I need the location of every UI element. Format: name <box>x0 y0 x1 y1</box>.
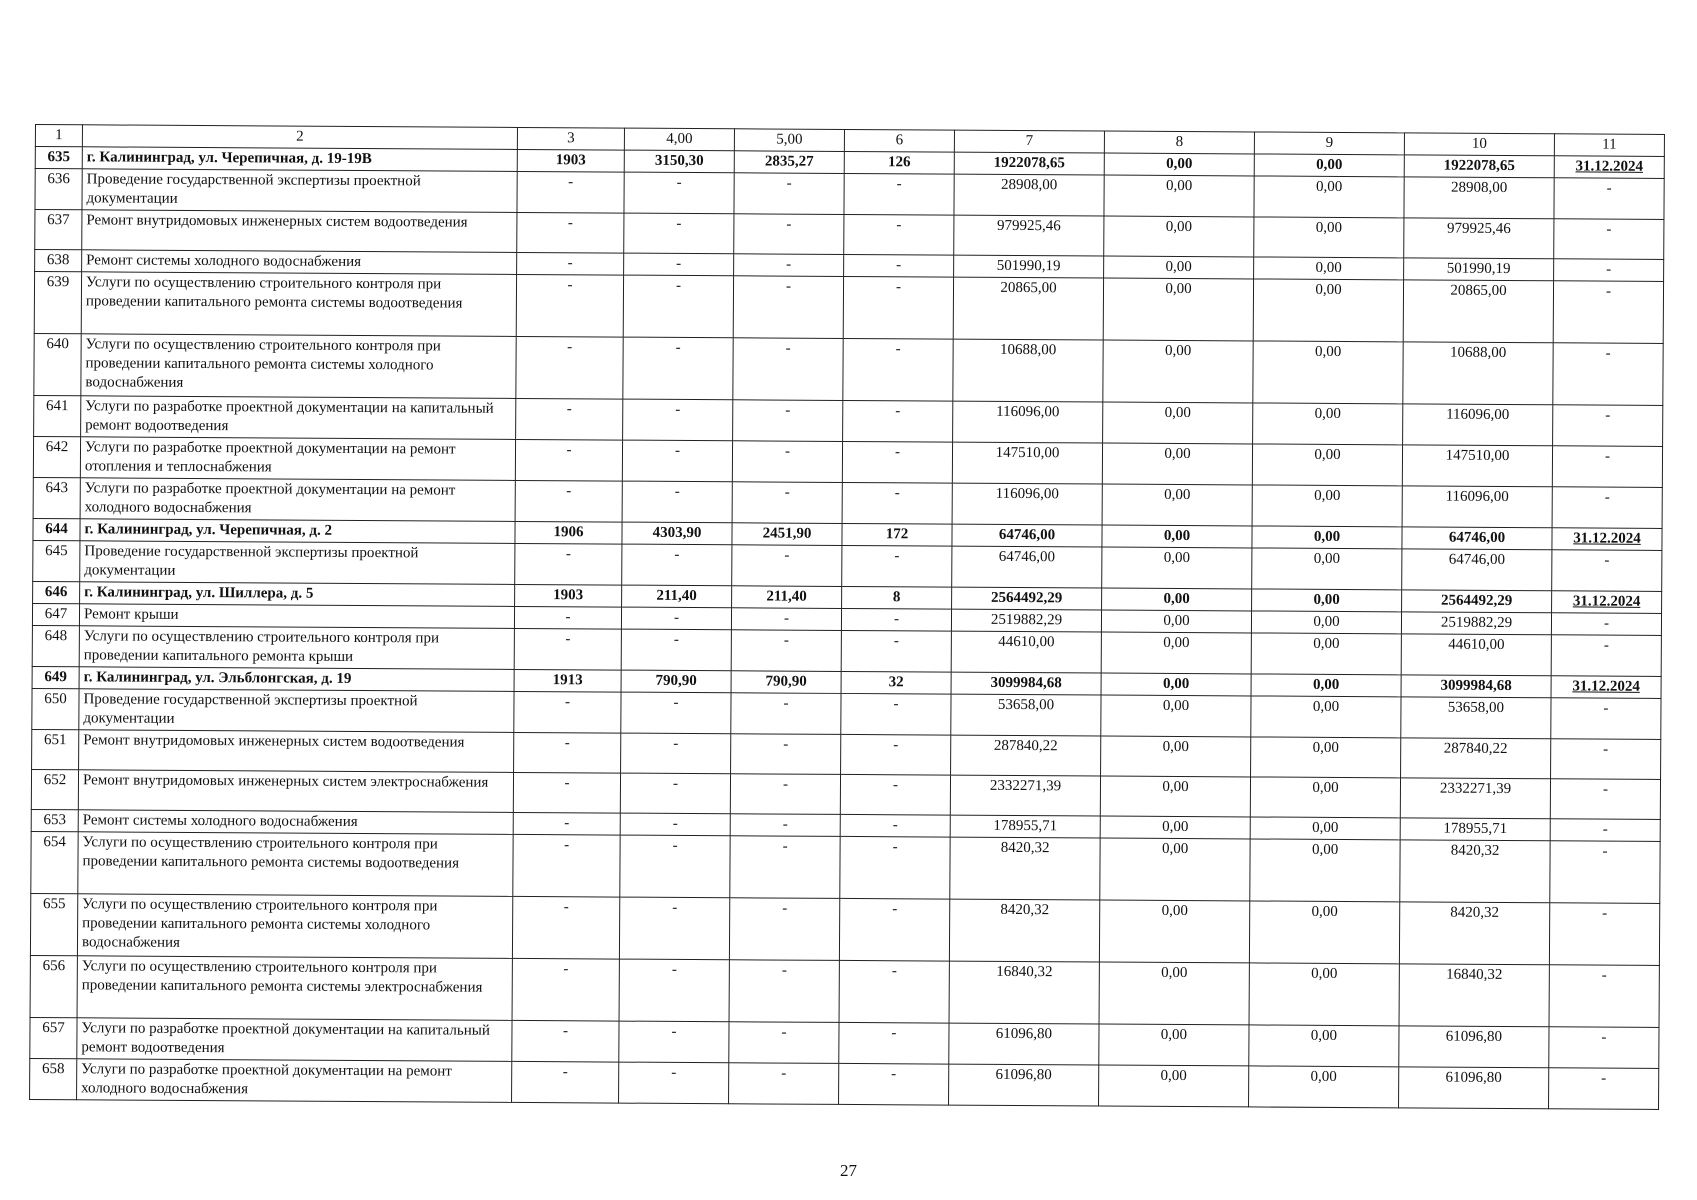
year-cell: - <box>513 834 620 897</box>
deadline-cell: - <box>1549 903 1659 966</box>
cost-col10-cell: 8420,32 <box>1399 902 1549 965</box>
cost-col9-cell: 0,00 <box>1254 176 1404 218</box>
cost-col8-cell: 0,00 <box>1102 484 1252 526</box>
work-name-cell: Услуги по осуществлению строительного контроля при проведении капитального ремонта системы электроснабжения <box>77 956 512 1021</box>
cost-total-cell: 20865,00 <box>953 277 1103 340</box>
work-name-cell: Ремонт системы холодного водоснабжения <box>78 810 513 835</box>
deadline-cell: - <box>1551 739 1661 780</box>
area-living-cell: - <box>729 960 839 1023</box>
cost-total-cell: 64746,00 <box>952 524 1102 547</box>
work-name-cell: Ремонт внутридомовых инженерных систем водоотведения <box>79 730 514 773</box>
residents-cell: - <box>840 836 950 899</box>
work-item-row <box>34 272 1663 344</box>
area-living-cell: - <box>729 1063 839 1105</box>
deadline-cell: - <box>1550 779 1660 820</box>
year-cell: - <box>512 1061 619 1103</box>
area-total-cell: 790,90 <box>621 670 731 693</box>
residents-cell: - <box>841 734 951 775</box>
area-living-cell: - <box>732 482 842 524</box>
header-cell: 4,00 <box>624 128 734 151</box>
cost-col9-cell: 0,00 <box>1254 257 1404 280</box>
area-total-cell: - <box>619 1062 729 1104</box>
residents-cell: - <box>841 693 951 735</box>
row-number-cell: 640 <box>34 333 81 395</box>
deadline-cell: - <box>1554 219 1664 260</box>
residents-cell: - <box>839 1063 949 1105</box>
area-total-cell: - <box>619 897 729 960</box>
cost-col9-cell: 0,00 <box>1253 279 1403 342</box>
area-living-cell: - <box>733 276 843 339</box>
cost-total-cell: 2332271,39 <box>950 775 1100 816</box>
area-total-cell: - <box>621 733 731 774</box>
header-cell: 7 <box>954 130 1104 153</box>
row-number-cell: 644 <box>33 518 80 540</box>
cost-total-cell: 979925,46 <box>954 215 1104 256</box>
cost-col9-cell: 0,00 <box>1252 589 1402 612</box>
cost-col10-cell: 147510,00 <box>1402 445 1552 487</box>
deadline-cell: - <box>1549 1027 1659 1069</box>
cost-col8-cell: 0,00 <box>1100 816 1250 839</box>
residents-cell: - <box>840 814 950 837</box>
work-item-row <box>31 831 1660 903</box>
cost-col9-cell: 0,00 <box>1253 341 1403 404</box>
header-cell: 5,00 <box>734 129 844 152</box>
cost-col10-cell: 61096,80 <box>1399 1026 1549 1068</box>
header-cell: 9 <box>1254 132 1404 155</box>
cost-col9-cell: 0,00 <box>1249 1025 1399 1067</box>
area-total-cell: - <box>624 253 734 276</box>
residents-cell: - <box>843 276 953 339</box>
area-living-cell: - <box>731 734 841 775</box>
cost-col8-cell: 0,00 <box>1103 340 1253 403</box>
header-cell: 1 <box>35 125 82 147</box>
cost-col10-cell: 2564492,29 <box>1402 590 1552 613</box>
deadline-cell: 31.12.2024 <box>1554 156 1664 179</box>
year-cell: - <box>514 606 621 629</box>
cost-col10-cell: 2332271,39 <box>1400 778 1550 819</box>
work-name-cell: Ремонт внутридомовых инженерных систем водоотведения <box>82 210 517 253</box>
area-total-cell: 3150,30 <box>624 150 734 173</box>
area-total-cell: - <box>619 959 729 1022</box>
area-living-cell: - <box>729 898 839 961</box>
deadline-cell: 31.12.2024 <box>1552 528 1662 551</box>
work-name-cell: Услуги по осуществлению строительного контроля при проведении капитального ремонта системы водоотведения <box>78 832 513 897</box>
year-cell: 1913 <box>514 669 621 692</box>
cost-col9-cell: 0,00 <box>1250 777 1400 818</box>
year-cell: - <box>514 691 621 733</box>
year-cell: - <box>512 958 619 1021</box>
cost-total-cell: 287840,22 <box>951 735 1101 776</box>
area-total-cell: - <box>623 399 733 441</box>
row-number-cell: 642 <box>33 436 80 477</box>
cost-col8-cell: 0,00 <box>1103 402 1253 444</box>
work-name-cell: г. Калининград, ул. Черепичная, д. 19-19В <box>82 147 517 172</box>
row-number-cell: 637 <box>35 210 82 250</box>
work-name-cell: Проведение государственной экспертизы проектной документации <box>79 689 514 733</box>
residents-cell: - <box>842 482 952 524</box>
year-cell: - <box>517 212 624 253</box>
cost-col10-cell: 501990,19 <box>1404 258 1554 281</box>
cost-col9-cell: 0,00 <box>1249 963 1399 1026</box>
area-living-cell: - <box>730 814 840 837</box>
cost-col9-cell: 0,00 <box>1251 674 1401 697</box>
year-cell: 1906 <box>515 521 622 544</box>
year-cell: - <box>514 628 621 670</box>
cost-col9-cell: 0,00 <box>1252 485 1402 527</box>
deadline-cell: - <box>1554 178 1664 220</box>
deadline-cell: - <box>1549 1068 1659 1110</box>
work-name-cell: Услуги по разработке проектной документации на капитальный ремонт водоотведения <box>77 1018 512 1062</box>
work-name-cell: Услуги по осуществлению строительного контроля при проведении капитального ремонта системы холодного водоснабжения <box>77 894 512 959</box>
area-living-cell: - <box>733 338 843 401</box>
area-living-cell: - <box>730 774 840 815</box>
cost-col10-cell: 178955,71 <box>1400 818 1550 841</box>
cost-total-cell: 10688,00 <box>953 339 1103 402</box>
area-total-cell: - <box>623 337 733 400</box>
area-living-cell: - <box>731 608 841 631</box>
area-total-cell: 4303,90 <box>622 522 732 545</box>
row-number-cell: 649 <box>32 666 79 688</box>
cost-col10-cell: 1922078,65 <box>1404 155 1554 178</box>
cost-total-cell: 501990,19 <box>954 255 1104 278</box>
cost-col8-cell: 0,00 <box>1099 962 1249 1025</box>
work-item-row <box>30 893 1659 965</box>
cost-col10-cell: 8420,32 <box>1400 840 1550 903</box>
work-name-cell: Проведение государственной экспертизы проектной документации <box>82 169 517 213</box>
year-cell: - <box>512 1020 619 1062</box>
area-living-cell: 2451,90 <box>732 523 842 546</box>
cost-col10-cell: 64746,00 <box>1402 549 1552 591</box>
cost-col8-cell: 0,00 <box>1102 547 1252 589</box>
cost-col8-cell: 0,00 <box>1101 610 1251 633</box>
deadline-cell: - <box>1549 965 1659 1028</box>
cost-col9-cell: 0,00 <box>1252 548 1402 590</box>
cost-total-cell: 116096,00 <box>952 483 1102 525</box>
residents-cell: - <box>844 214 954 255</box>
area-total-cell: - <box>623 275 733 338</box>
year-cell: - <box>517 171 624 213</box>
cost-col8-cell: 0,00 <box>1100 776 1250 817</box>
work-name-cell: Услуги по осуществлению строительного контроля при проведении капитального ремонта системы водоотведения <box>81 272 516 337</box>
deadline-cell: - <box>1552 550 1662 592</box>
residents-cell: - <box>842 545 952 587</box>
cost-col8-cell: 0,00 <box>1102 525 1252 548</box>
area-total-cell: - <box>622 440 732 482</box>
cost-col8-cell: 0,00 <box>1103 278 1253 341</box>
row-number-cell: 639 <box>34 272 81 334</box>
work-name-cell: Услуги по разработке проектной документации на ремонт холодного водоснабжения <box>80 478 515 522</box>
header-cell: 2 <box>82 125 517 150</box>
year-cell: 1903 <box>517 149 624 172</box>
row-number-cell: 647 <box>32 603 79 625</box>
row-number-cell: 636 <box>35 169 82 210</box>
cost-col10-cell: 20865,00 <box>1403 280 1553 343</box>
area-total-cell: - <box>621 607 731 630</box>
residents-cell: - <box>844 173 954 215</box>
deadline-cell: 31.12.2024 <box>1551 676 1661 699</box>
deadline-cell: - <box>1550 841 1660 904</box>
work-name-cell: Ремонт крыши <box>79 604 514 629</box>
residents-cell: - <box>841 630 951 672</box>
work-item-row <box>34 333 1663 405</box>
area-living-cell: - <box>731 630 841 672</box>
row-number-cell: 648 <box>32 625 79 666</box>
work-name-cell: Услуги по осуществлению строительного контроля при проведении капитального ремонта крыши <box>79 626 514 670</box>
repair-schedule-table <box>29 124 1665 1110</box>
cost-col9-cell: 0,00 <box>1249 901 1399 964</box>
cost-col10-cell: 116096,00 <box>1403 404 1553 446</box>
area-total-cell: - <box>621 629 731 671</box>
cost-col8-cell: 0,00 <box>1102 443 1252 485</box>
cost-col9-cell: 0,00 <box>1254 154 1404 177</box>
cost-col8-cell: 0,00 <box>1104 153 1254 176</box>
cost-total-cell: 28908,00 <box>954 174 1104 216</box>
residents-cell: - <box>843 400 953 442</box>
cost-total-cell: 64746,00 <box>952 546 1102 588</box>
cost-col10-cell: 3099984,68 <box>1401 675 1551 698</box>
page-number: 27 <box>840 1161 857 1180</box>
cost-total-cell: 8420,32 <box>950 837 1100 900</box>
work-name-cell: Ремонт системы холодного водоснабжения <box>82 250 517 275</box>
work-item-row <box>30 955 1659 1027</box>
cost-total-cell: 61096,80 <box>949 1023 1099 1065</box>
year-cell: - <box>513 772 620 813</box>
cost-col8-cell: 0,00 <box>1101 632 1251 674</box>
year-cell: - <box>515 480 622 522</box>
year-cell: - <box>517 252 624 275</box>
cost-col9-cell: 0,00 <box>1251 611 1401 634</box>
header-cell: 11 <box>1554 134 1664 157</box>
residents-cell: - <box>839 1022 949 1064</box>
cost-col10-cell: 116096,00 <box>1402 486 1552 528</box>
row-number-cell: 641 <box>34 395 81 436</box>
work-name-cell: Услуги по разработке проектной документации на ремонт отопления и теплоснабжения <box>80 437 515 481</box>
year-cell: - <box>516 336 623 399</box>
area-total-cell: - <box>624 213 734 254</box>
cost-col9-cell: 0,00 <box>1251 696 1401 738</box>
cost-col9-cell: 0,00 <box>1252 444 1402 486</box>
residents-cell: 126 <box>844 151 954 174</box>
row-number-cell: 643 <box>33 477 80 518</box>
area-living-cell: - <box>732 545 842 587</box>
cost-total-cell: 178955,71 <box>950 815 1100 838</box>
year-cell: 1903 <box>515 584 622 607</box>
deadline-cell: - <box>1550 819 1660 842</box>
cost-col8-cell: 0,00 <box>1099 1065 1249 1107</box>
cost-col9-cell: 0,00 <box>1253 403 1403 445</box>
cost-total-cell: 1922078,65 <box>954 152 1104 175</box>
cost-col8-cell: 0,00 <box>1101 736 1251 777</box>
cost-col10-cell: 53658,00 <box>1401 697 1551 739</box>
deadline-cell: - <box>1553 281 1663 344</box>
area-living-cell: 790,90 <box>731 671 841 694</box>
row-number-cell: 652 <box>31 769 78 809</box>
cost-col10-cell: 44610,00 <box>1401 634 1551 676</box>
work-name-cell: г. Калининград, ул. Черепичная, д. 2 <box>80 519 515 544</box>
area-living-cell: - <box>731 693 841 735</box>
row-number-cell: 655 <box>30 893 77 955</box>
residents-cell: - <box>843 338 953 401</box>
cost-total-cell: 2564492,29 <box>952 587 1102 610</box>
deadline-cell: - <box>1552 487 1662 529</box>
year-cell: - <box>514 732 621 773</box>
cost-col9-cell: 0,00 <box>1251 737 1401 778</box>
cost-col8-cell: 0,00 <box>1102 588 1252 611</box>
area-total-cell: - <box>619 1021 729 1063</box>
year-cell: - <box>516 274 623 337</box>
cost-col8-cell: 0,00 <box>1101 673 1251 696</box>
work-name-cell: г. Калининград, ул. Шиллера, д. 5 <box>80 582 515 607</box>
area-living-cell: - <box>729 1022 839 1064</box>
cost-col10-cell: 28908,00 <box>1404 177 1554 219</box>
cost-col9-cell: 0,00 <box>1250 817 1400 840</box>
year-cell: - <box>516 398 623 440</box>
row-number-cell: 658 <box>30 1058 77 1099</box>
row-number-cell: 656 <box>30 955 77 1017</box>
header-cell: 8 <box>1104 131 1254 154</box>
row-number-cell: 635 <box>35 147 82 169</box>
cost-col10-cell: 979925,46 <box>1404 218 1554 259</box>
row-number-cell: 650 <box>32 688 79 729</box>
cost-col9-cell: 0,00 <box>1252 526 1402 549</box>
residents-cell: - <box>839 898 949 961</box>
cost-col8-cell: 0,00 <box>1099 1024 1249 1066</box>
residents-cell: - <box>841 608 951 631</box>
row-number-cell: 653 <box>31 809 78 831</box>
work-item-row <box>30 1058 1659 1109</box>
row-number-cell: 657 <box>30 1017 77 1058</box>
deadline-cell: - <box>1553 405 1663 447</box>
area-living-cell: - <box>734 254 844 277</box>
residents-cell: 32 <box>841 671 951 694</box>
cost-total-cell: 44610,00 <box>951 631 1101 673</box>
area-living-cell: - <box>730 836 840 899</box>
deadline-cell: - <box>1553 343 1663 406</box>
cost-col9-cell: 0,00 <box>1251 633 1401 675</box>
deadline-cell: - <box>1551 698 1661 740</box>
area-living-cell: - <box>734 173 844 215</box>
cost-total-cell: 16840,32 <box>949 961 1099 1024</box>
residents-cell: - <box>840 774 950 815</box>
cost-total-cell: 2519882,29 <box>951 609 1101 632</box>
area-living-cell: - <box>734 214 844 255</box>
cost-col8-cell: 0,00 <box>1104 216 1254 257</box>
work-name-cell: Услуги по разработке проектной документации на капитальный ремонт водоотведения <box>81 396 516 440</box>
residents-cell: - <box>842 441 952 483</box>
header-cell: 10 <box>1404 133 1554 156</box>
row-number-cell: 654 <box>31 831 78 893</box>
cost-col10-cell: 16840,32 <box>1399 964 1549 1027</box>
cost-col8-cell: 0,00 <box>1099 900 1249 963</box>
row-number-cell: 638 <box>35 250 82 272</box>
cost-col8-cell: 0,00 <box>1100 838 1250 901</box>
deadline-cell: - <box>1552 446 1662 488</box>
cost-col9-cell: 0,00 <box>1250 839 1400 902</box>
cost-col10-cell: 61096,80 <box>1399 1067 1549 1109</box>
cost-col8-cell: 0,00 <box>1104 256 1254 279</box>
cost-total-cell: 53658,00 <box>951 694 1101 736</box>
work-name-cell: Услуги по осуществлению строительного контроля при проведении капитального ремонта системы холодного водоснабжения <box>81 334 516 399</box>
cost-col9-cell: 0,00 <box>1254 217 1404 258</box>
residents-cell: - <box>839 960 949 1023</box>
area-living-cell: 2835,27 <box>734 151 844 174</box>
work-name-cell: Ремонт внутридомовых инженерных систем электроснабжения <box>78 770 513 813</box>
year-cell: - <box>512 896 619 959</box>
residents-cell: 172 <box>842 523 952 546</box>
row-number-cell: 645 <box>33 540 80 581</box>
deadline-cell: 31.12.2024 <box>1552 591 1662 614</box>
header-cell: 3 <box>517 127 624 150</box>
year-cell: - <box>515 439 622 481</box>
cost-col8-cell: 0,00 <box>1101 695 1251 737</box>
cost-total-cell: 61096,80 <box>949 1064 1099 1106</box>
cost-col9-cell: 0,00 <box>1249 1066 1399 1108</box>
deadline-cell: - <box>1551 613 1661 636</box>
row-number-cell: 651 <box>32 729 79 769</box>
area-total-cell: - <box>621 692 731 734</box>
area-total-cell: - <box>622 544 732 586</box>
cost-col8-cell: 0,00 <box>1104 175 1254 217</box>
cost-col10-cell: 64746,00 <box>1402 527 1552 550</box>
cost-total-cell: 8420,32 <box>949 899 1099 962</box>
cost-col10-cell: 287840,22 <box>1401 738 1551 779</box>
header-cell: 6 <box>844 129 954 152</box>
cost-total-cell: 147510,00 <box>952 442 1102 484</box>
area-living-cell: - <box>733 400 843 442</box>
deadline-cell: - <box>1554 259 1664 282</box>
area-total-cell: - <box>622 481 732 523</box>
area-living-cell: - <box>732 441 842 483</box>
cost-total-cell: 3099984,68 <box>951 672 1101 695</box>
area-total-cell: - <box>620 773 730 814</box>
area-total-cell: 211,40 <box>622 585 732 608</box>
work-name-cell: Проведение государственной экспертизы проектной документации <box>80 541 515 585</box>
cost-col10-cell: 10688,00 <box>1403 342 1553 405</box>
year-cell: - <box>513 812 620 835</box>
area-living-cell: 211,40 <box>732 586 842 609</box>
year-cell: - <box>515 543 622 585</box>
residents-cell: - <box>844 254 954 277</box>
area-total-cell: - <box>620 835 730 898</box>
area-total-cell: - <box>620 813 730 836</box>
residents-cell: 8 <box>842 586 952 609</box>
cost-total-cell: 116096,00 <box>953 401 1103 443</box>
area-total-cell: - <box>624 172 734 214</box>
work-name-cell: г. Калининград, ул. Эльблонгская, д. 19 <box>79 667 514 692</box>
row-number-cell: 646 <box>33 581 80 603</box>
cost-col10-cell: 2519882,29 <box>1401 612 1551 635</box>
work-name-cell: Услуги по разработке проектной документации на ремонт холодного водоснабжения <box>77 1059 512 1103</box>
deadline-cell: - <box>1551 635 1661 677</box>
